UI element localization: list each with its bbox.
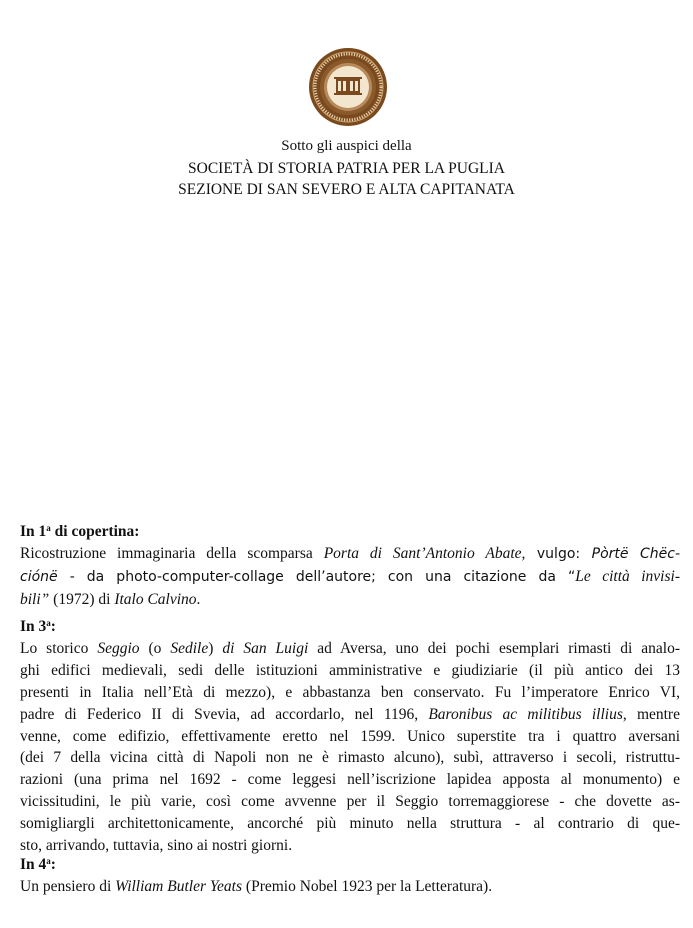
header-society: SOCIETÀ DI STORIA PATRIA PER LA PUGLIA (188, 160, 505, 177)
heading-text: In 4 (20, 856, 47, 873)
text-run: , mentre (622, 705, 680, 723)
text-run: (o (139, 639, 171, 657)
text-run: padre di Federico II di Svevia, ad accordarlo, nel 1196, (20, 705, 429, 723)
section-paragraph (20, 638, 680, 857)
italic-run: ciónë (20, 568, 58, 585)
section-heading (20, 518, 680, 543)
paragraph-line: presenti in Italia nell’Età di mezzo), e abbastanza ben conservato. Fu l’imperatore Enrico VI, (20, 683, 680, 701)
text-run: vulgo: (525, 545, 592, 562)
paragraph-line: vicissitudini, le più varie, così come avvenne per il Seggio torremaggiorese - che dovette as- (20, 793, 680, 811)
paragraph-line: razioni (una prima nel 1692 - come leggesi nell’iscrizione lapidea apposta al monumento) e (20, 771, 680, 789)
italic-run: Baronibus ac militibus illius (428, 705, 623, 723)
paragraph-line: sto, arrivando, tuttavia, sino ai nostri giorni. (20, 837, 293, 855)
text-run: (1972) di (49, 590, 115, 608)
section-paragraph (20, 876, 680, 898)
italic-run: Sedile (170, 639, 209, 657)
paragraph-line (20, 638, 680, 660)
header-section: SEZIONE DI SAN SEVERO E ALTA CAPITANATA (178, 181, 515, 198)
italic-run: William Butler Yeats (115, 877, 243, 895)
section-cover-4 (20, 851, 680, 898)
italic-run: Porta di Sant’Antonio Abate, (323, 544, 526, 562)
text-run: Un pensiero di (20, 877, 116, 895)
section-paragraph (20, 543, 680, 611)
text-run: . (196, 590, 201, 608)
heading-superscript: a (46, 856, 51, 866)
italic-run: Italo Calvino (114, 590, 197, 608)
header-patronage: Sotto gli auspici della (281, 138, 412, 154)
text-run: - da photo-computer-collage dell’autore; con una citazione da “ (57, 568, 576, 585)
italic-run: bili” (20, 590, 50, 608)
heading-superscript: a (46, 618, 51, 628)
heading-superscript: a (46, 523, 51, 533)
section-heading (20, 851, 680, 876)
section-cover-3 (20, 613, 680, 857)
heading-text: di copertina: (50, 523, 140, 540)
paragraph-line: venne, come edifizio, effettivamente eretto nel 1599. Unico superstite tra i quattro aversani (20, 727, 680, 745)
society-seal-icon (308, 47, 388, 127)
heading-text: In 1 (20, 523, 47, 540)
heading-text: In 3 (20, 618, 47, 635)
text-run: Lo storico (20, 639, 98, 657)
text-run: Ricostruzione immaginaria della scomparsa (20, 544, 324, 562)
paragraph-line: (dei 7 della vicina città di Napoli non ne è rimasto alcuno), subì, attraverso i secoli, ristruttu- (20, 749, 680, 767)
heading-text: : (50, 618, 56, 635)
italic-run: Le città invisi- (575, 567, 680, 585)
italic-run: Seggio (97, 639, 140, 657)
text-run: ad Aversa, uno dei pochi esemplari rimasti di analo- (308, 639, 680, 657)
section-heading (20, 613, 680, 638)
paragraph-line (20, 566, 680, 589)
italic-run: di San Luigi (222, 639, 309, 657)
section-cover-1 (20, 518, 680, 611)
italic-run: Pòrtë Chëc- (591, 545, 681, 562)
paragraph-line (20, 543, 680, 566)
paragraph-line (20, 704, 680, 726)
text-run: ) (208, 639, 223, 657)
paragraph-line (20, 876, 680, 898)
paragraph-line: ghi edifici medievali, sedi delle istituzioni amministrative e giudiziarie (il più antico dei 13 (20, 661, 680, 679)
paragraph-line (20, 589, 680, 611)
paragraph-line: somigliargli architettonicamente, ancorché più minuto nella struttura - al contrario di que- (20, 815, 680, 833)
heading-text: : (50, 856, 56, 873)
text-run: (Premio Nobel 1923 per la Letteratura). (242, 877, 493, 895)
